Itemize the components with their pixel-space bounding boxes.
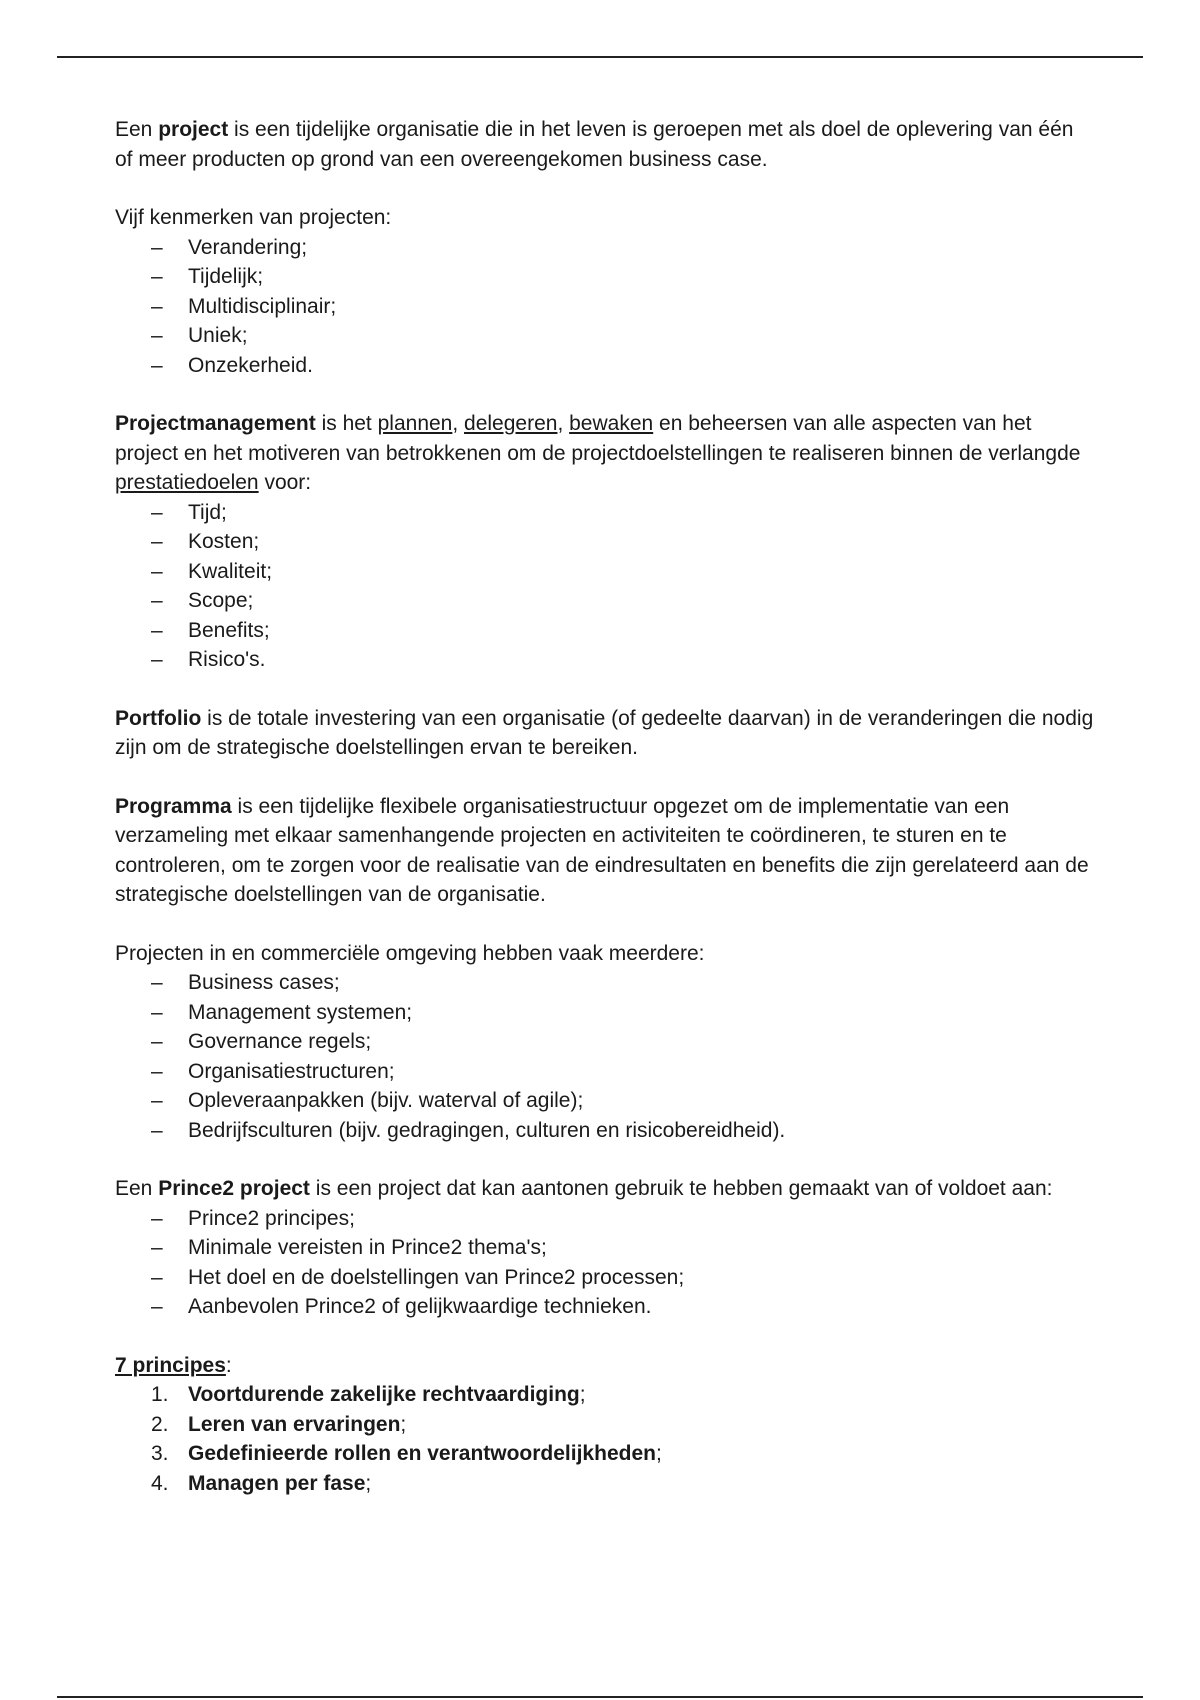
projectmanagement-definition: Projectmanagement is het plannen, delegeren, bewaken en beheersen van alle aspecten van het project en het motiveren van betrokkenen om de projectdoelstellingen te realiseren binnen de verlangde prestatiedoelen voor: xyxy=(115,412,1081,494)
term-programma: Programma xyxy=(115,794,232,818)
list-item: – Risico's. xyxy=(115,645,1095,675)
list-item: – Minimale vereisten in Prince2 thema's; xyxy=(115,1233,1095,1263)
list-item: – Business cases; xyxy=(115,968,1095,998)
commercieel-list xyxy=(115,968,1095,1145)
list-item: – Tijd; xyxy=(115,498,1095,528)
kenmerken-list xyxy=(115,233,1095,381)
term-project: project xyxy=(158,118,229,141)
list-item: – Management systemen; xyxy=(115,998,1095,1028)
list-item: – Kosten; xyxy=(115,527,1095,557)
term-prince2-project: Prince2 project xyxy=(158,1177,310,1200)
list-item: – Bedrijfsculturen (bijv. gedragingen, culturen en risicobereidheid). xyxy=(115,1116,1095,1146)
list-item: 4. Managen per fase; xyxy=(151,1471,372,1495)
commercieel-heading: Projecten in en commerciële omgeving hebben vaak meerdere: xyxy=(115,941,705,965)
header-rule xyxy=(57,56,1143,58)
term-projectmanagement: Projectmanagement xyxy=(115,412,316,435)
prestatiedoelen-list xyxy=(115,498,1095,675)
project-definition: Een project is een tijdelijke organisatie die in het leven is geroepen met als doel de oplevering van één of meer producten op grond van een overeengekomen business case. xyxy=(115,118,1074,171)
list-item: – Het doel en de doelstellingen van Prince2 processen; xyxy=(115,1263,1095,1293)
term-portfolio: Portfolio xyxy=(115,706,202,730)
list-item: – Onzekerheid. xyxy=(115,351,1095,381)
portfolio-definition: Portfolio is de totale investering van een organisatie (of gedeelte daarvan) in de veranderingen die nodig zijn om de strategische doelstellingen ervan te bereiken. xyxy=(115,706,1094,759)
list-item: – Scope; xyxy=(115,586,1095,616)
list-item: – Tijdelijk; xyxy=(115,262,1095,292)
list-item: – Kwaliteit; xyxy=(115,557,1095,587)
list-item: – Governance regels; xyxy=(115,1027,1095,1057)
list-item: – Opleveraanpakken (bijv. waterval of agile); xyxy=(115,1086,1095,1116)
list-item: 1. Voortdurende zakelijke rechtvaardiging; xyxy=(151,1383,586,1406)
footer-rule xyxy=(57,1696,1143,1698)
list-item: – Benefits; xyxy=(115,616,1095,646)
list-item: – Prince2 principes; xyxy=(115,1204,1095,1234)
principes-list xyxy=(115,1380,1095,1498)
prince2-list xyxy=(115,1204,1095,1322)
kenmerken-heading: Vijf kenmerken van projecten: xyxy=(115,206,392,229)
principes-heading: 7 principes: xyxy=(115,1353,232,1377)
list-item: 2. Leren van ervaringen; xyxy=(151,1412,407,1436)
list-item: – Aanbevolen Prince2 of gelijkwaardige technieken. xyxy=(115,1292,1095,1322)
list-item: – Verandering; xyxy=(115,233,1095,263)
list-item: – Organisatiestructuren; xyxy=(115,1057,1095,1087)
list-item: – Multidisciplinair; xyxy=(115,292,1095,322)
list-item: – Uniek; xyxy=(115,321,1095,351)
programma-definition: Programma is een tijdelijke flexibele organisatiestructuur opgezet om de implementatie van een verzameling met elkaar samenhangende projecten en activiteiten te coördineren, te sturen en te controleren, om te zorgen voor de realisatie van de eindresultaten en benefits die zijn gerelateerd aan de strategische doelstellingen van de organisatie. xyxy=(115,794,1089,906)
document-body xyxy=(115,115,1095,1498)
prince2-definition: Een Prince2 project is een project dat kan aantonen gebruik te hebben gemaakt van of voldoet aan: xyxy=(115,1177,1053,1200)
list-item: 3. Gedefinieerde rollen en verantwoordelijkheden; xyxy=(151,1442,662,1465)
